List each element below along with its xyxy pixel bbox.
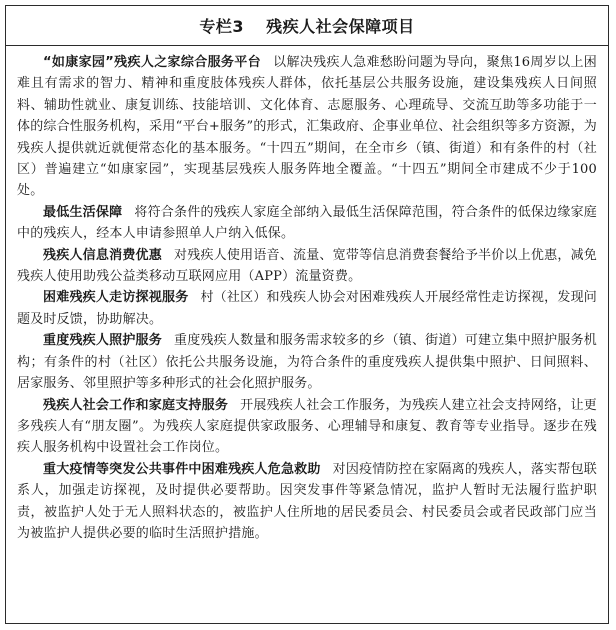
item-text: 对因疫情防控在家隔离的残疾人，落实帮包联系人，加强走访探视，及时提供必要帮助。因突发事件等紧急情况，监护人暂时无法履行监护职责，被监护人处于无人照料状态的，被监护人住所地的居民委员会、村民委员会或者民政部门应当为被监护人提供必要的临时生活照护措施。	[17, 461, 597, 541]
column-box	[5, 5, 609, 624]
column-label: 专栏3	[199, 17, 245, 36]
item-title: “如康家园”残疾人之家综合服务平台	[43, 55, 261, 70]
column-content	[6, 46, 608, 544]
item-text: 开展残疾人社会工作服务，为残疾人建立社会支持网络，让更多残疾人有“朋友圈”。为残疾人家庭提供家政服务、心理辅导和康复、教育等专业指导。逐步在残疾人服务机构中设置社会工作岗位。	[17, 397, 597, 456]
item-text: 将符合条件的残疾人家庭全部纳入最低生活保障范围，符合条件的低保边缘家庭中的残疾人，经本人申请参照单人户纳入低保。	[17, 204, 597, 242]
item-info-discount	[17, 245, 597, 288]
item-social-work	[17, 395, 597, 459]
item-title: 残疾人信息消费优惠	[43, 247, 162, 263]
item-minimum-living	[17, 202, 597, 245]
item-text: 以解决残疾人急难愁盼问题为导向，聚焦16周岁以上困难且有需求的智力、精神和重度肢体残疾人群体，依托基层公共服务设施，建设集残疾人日间照料、辅助性就业、康复训练、技能培训、文化体育、志愿服务、心理疏导、交流互助等多功能于一体的综合性服务机构，采用“平台+服务”的形式，汇集政府、企事业单位、社会组织等多方资源，为残疾人提供就近就便常态化的基本服务。“十四五”期间，在全市乡（镇、街道）和有条件的村（社区）普遍建立“如康家园”，实现基层残疾人服务阵地全覆盖。“十四五”期间全市建成不少于100处。	[17, 55, 597, 199]
item-text: 对残疾人使用语音、流量、宽带等信息消费套餐给予半价以上优惠，减免残疾人使用助残公益类移动互联网应用（APP）流量资费。	[17, 247, 597, 285]
column-heading: 残疾人社会保障项目	[266, 17, 415, 36]
item-text: 村（社区）和残疾人协会对困难残疾人开展经常性走访探视，发现问题及时反馈，协助解决。	[17, 290, 597, 327]
item-title: 困难残疾人走访探视服务	[43, 290, 189, 306]
item-text: 重度残疾人数量和服务需求较多的乡（镇、街道）可建立集中照护服务机构；有条件的村（社区）依托公共服务设施，为符合条件的重度残疾人提供集中照护、日间照料、居家服务、邻里照护等多种形式的社会化照护服务。	[17, 333, 597, 392]
item-title: 最低生活保障	[43, 204, 123, 220]
item-care-service	[17, 330, 597, 394]
column-title	[199, 14, 414, 37]
column-header	[6, 6, 608, 46]
item-emergency-aid	[17, 459, 597, 545]
item-title: 重度残疾人照护服务	[43, 333, 162, 349]
item-title: 重大疫情等突发公共事件中困难残疾人危急救助	[43, 461, 321, 477]
item-visit-service	[17, 287, 597, 330]
item-title: 残疾人社会工作和家庭支持服务	[43, 397, 229, 413]
item-platform	[17, 52, 597, 202]
